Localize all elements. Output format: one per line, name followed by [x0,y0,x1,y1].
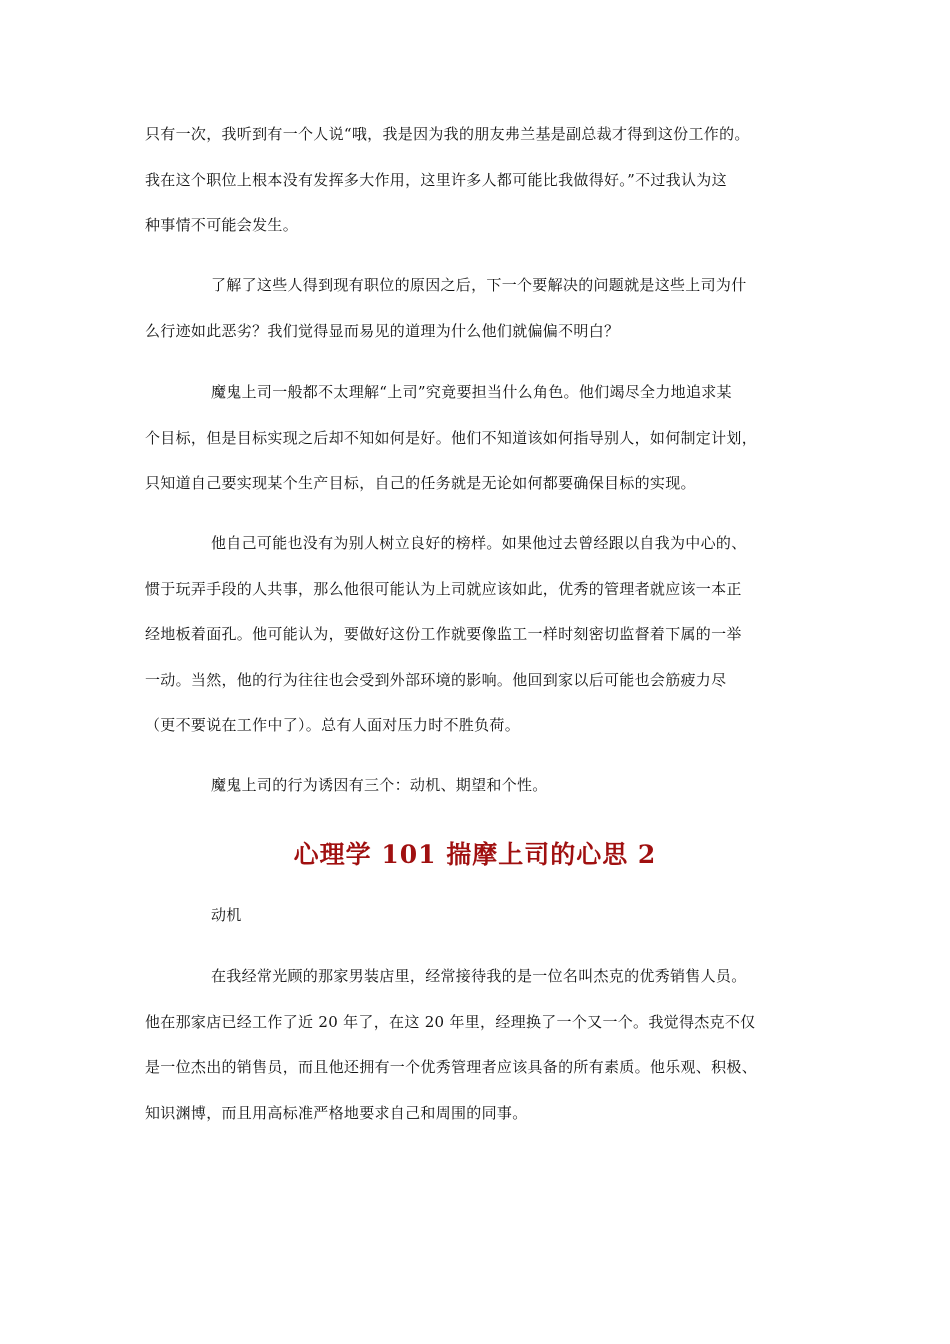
text-line: 惯于玩弄手段的人共事，那么他很可能认为上司就应该如此，优秀的管理者就应该一本正 [145,579,742,598]
text-line: 他自己可能也没有为别人树立良好的榜样。如果他过去曾经跟以自我为中心的、 [211,534,747,552]
subheading-motivation [145,893,810,939]
text-line: 么行迹如此恶劣？我们觉得显而易见的道理为什么他们就偏偏不明白？ [145,321,620,340]
paragraph-4 [145,521,810,749]
text-line: 魔鬼上司一般都不太理解“上司”究竟要担当什么角色。他们竭尽全力地追求某 [211,383,732,401]
text-line: 动机 [211,906,242,924]
text-line: 了解了这些人得到现有职位的原因之后，下一个要解决的问题就是这些上司为什 [211,276,747,294]
text-line: （更不要说在工作中了）。总有人面对压力时不胜负荷。 [145,716,521,734]
text-line: 个目标，但是目标实现之后却不知如何是好。他们不知道该如何指导别人，如何制定计划， [145,428,758,447]
section-heading: 心理学 101 揣摩上司的心思 2 [293,840,657,869]
text-line: 是一位杰出的销售员，而且他还拥有一个优秀管理者应该具备的所有素质。他乐观、积极、 [145,1058,758,1076]
paragraph-1 [145,112,810,249]
text-line: 一动。当然，他的行为往往也会受到外部环境的影响。他回到家以后可能也会筋疲力尽 [145,670,727,689]
paragraph-2 [145,263,810,354]
text-line: 种事情不可能会发生。 [145,216,299,234]
text-line: 他在那家店已经工作了近 20 年了，在这 20 年里，经理换了一个又一个。我觉得杰克不仅 [145,1012,756,1031]
text-line: 我在这个职位上根本没有发挥多大作用，这里许多人都可能比我做得好。”不过我认为这 [145,170,727,189]
text-line: 在我经常光顾的那家男装店里，经常接待我的是一位名叫杰克的优秀销售人员。 [211,967,747,985]
text-line: 知识渊博，而且用高标准严格地要求自己和周围的同事。 [145,1103,528,1122]
text-line: 只有一次，我听到有一个人说“哦，我是因为我的朋友弗兰基是副总裁才得到这份工作的。 [145,125,750,143]
paragraph-3 [145,370,810,507]
text-line: 只知道自己要实现某个生产目标，自己的任务就是无论如何都要确保目标的实现。 [145,474,696,492]
text-line: 魔鬼上司的行为诱因有三个：动机、期望和个性。 [211,776,548,794]
paragraph-7 [145,954,810,1136]
text-line: 经地板着面孔。他可能认为，要做好这份工作就要像监工一样时刻密切监督着下属的一举 [145,625,742,643]
paragraph-5 [145,763,810,809]
